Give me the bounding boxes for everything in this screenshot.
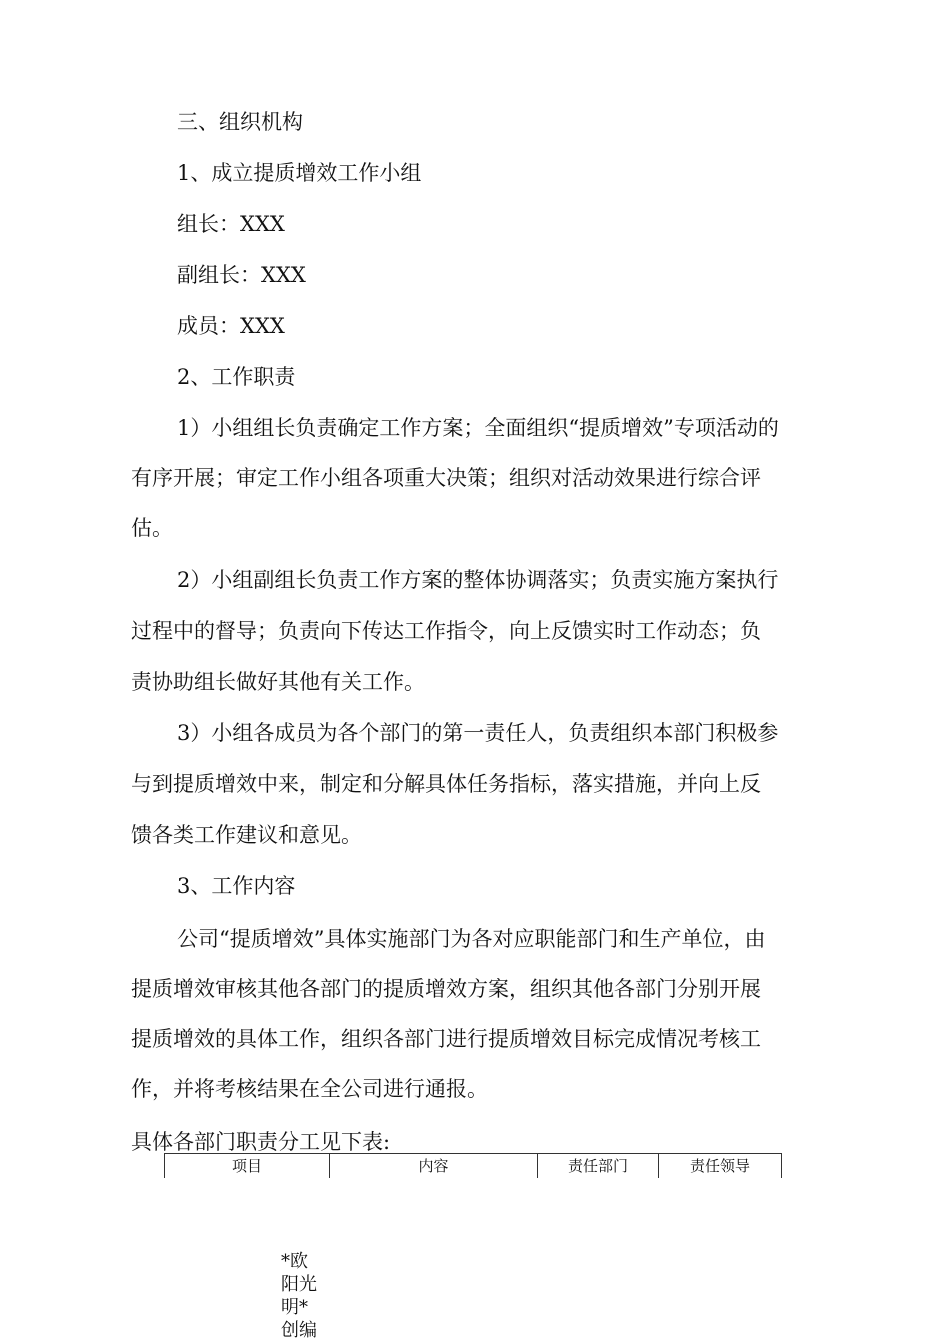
paragraph-2-line-1: 2）小组副组长负责工作方案的整体协调落实；负责实施方案执行 xyxy=(177,568,779,592)
deputy-line: 副组长：XXX xyxy=(177,263,306,287)
table-header-department: 责任部门 xyxy=(537,1154,658,1178)
table-header-item: 项目 xyxy=(164,1154,329,1178)
members-line: 成员：XXX xyxy=(177,314,285,338)
paragraph-4-line-2: 提质增效审核其他各部门的提质增效方案，组织其他各部门分别开展 xyxy=(131,977,761,1001)
paragraph-4-line-1: 公司“提质增效”具体实施部门为各对应职能部门和生产单位，由 xyxy=(177,927,766,951)
paragraph-2-line-3: 责协助组长做好其他有关工作。 xyxy=(131,670,425,694)
paragraph-2-line-2: 过程中的督导；负责向下传达工作指令，向上反馈实时工作动态；负 xyxy=(131,619,761,643)
paragraph-1-line-2: 有序开展；审定工作小组各项重大决策；组织对活动效果进行综合评 xyxy=(131,466,761,490)
subheading-3: 3、工作内容 xyxy=(177,874,296,898)
paragraph-3-line-1: 3）小组各成员为各个部门的第一责任人，负责组织本部门积极参 xyxy=(177,721,779,745)
paragraph-4-line-3: 提质增效的具体工作，组织各部门进行提质增效目标完成情况考核工 xyxy=(131,1027,761,1051)
section-heading: 三、组织机构 xyxy=(177,110,303,134)
author-note: *欧阳光明*创编 xyxy=(281,1251,317,1341)
leader-line: 组长：XXX xyxy=(177,212,285,236)
paragraph-3-line-3: 馈各类工作建议和意见。 xyxy=(131,823,362,847)
responsibility-table-header xyxy=(164,1153,782,1178)
subheading-2: 2、工作职责 xyxy=(177,365,296,389)
table-caption: 具体各部门职责分工见下表: xyxy=(131,1130,391,1154)
subheading-1: 1、成立提质增效工作小组 xyxy=(177,161,422,185)
paragraph-4-line-4: 作，并将考核结果在全公司进行通报。 xyxy=(131,1077,488,1101)
table-header-leader: 责任领导 xyxy=(658,1154,782,1178)
table-header-content: 内容 xyxy=(329,1154,537,1178)
paragraph-3-line-2: 与到提质增效中来，制定和分解具体任务指标，落实措施，并向上反 xyxy=(131,772,761,796)
paragraph-1-line-1: 1）小组组长负责确定工作方案；全面组织“提质增效”专项活动的 xyxy=(177,416,779,440)
paragraph-1-line-3: 估。 xyxy=(131,516,173,540)
